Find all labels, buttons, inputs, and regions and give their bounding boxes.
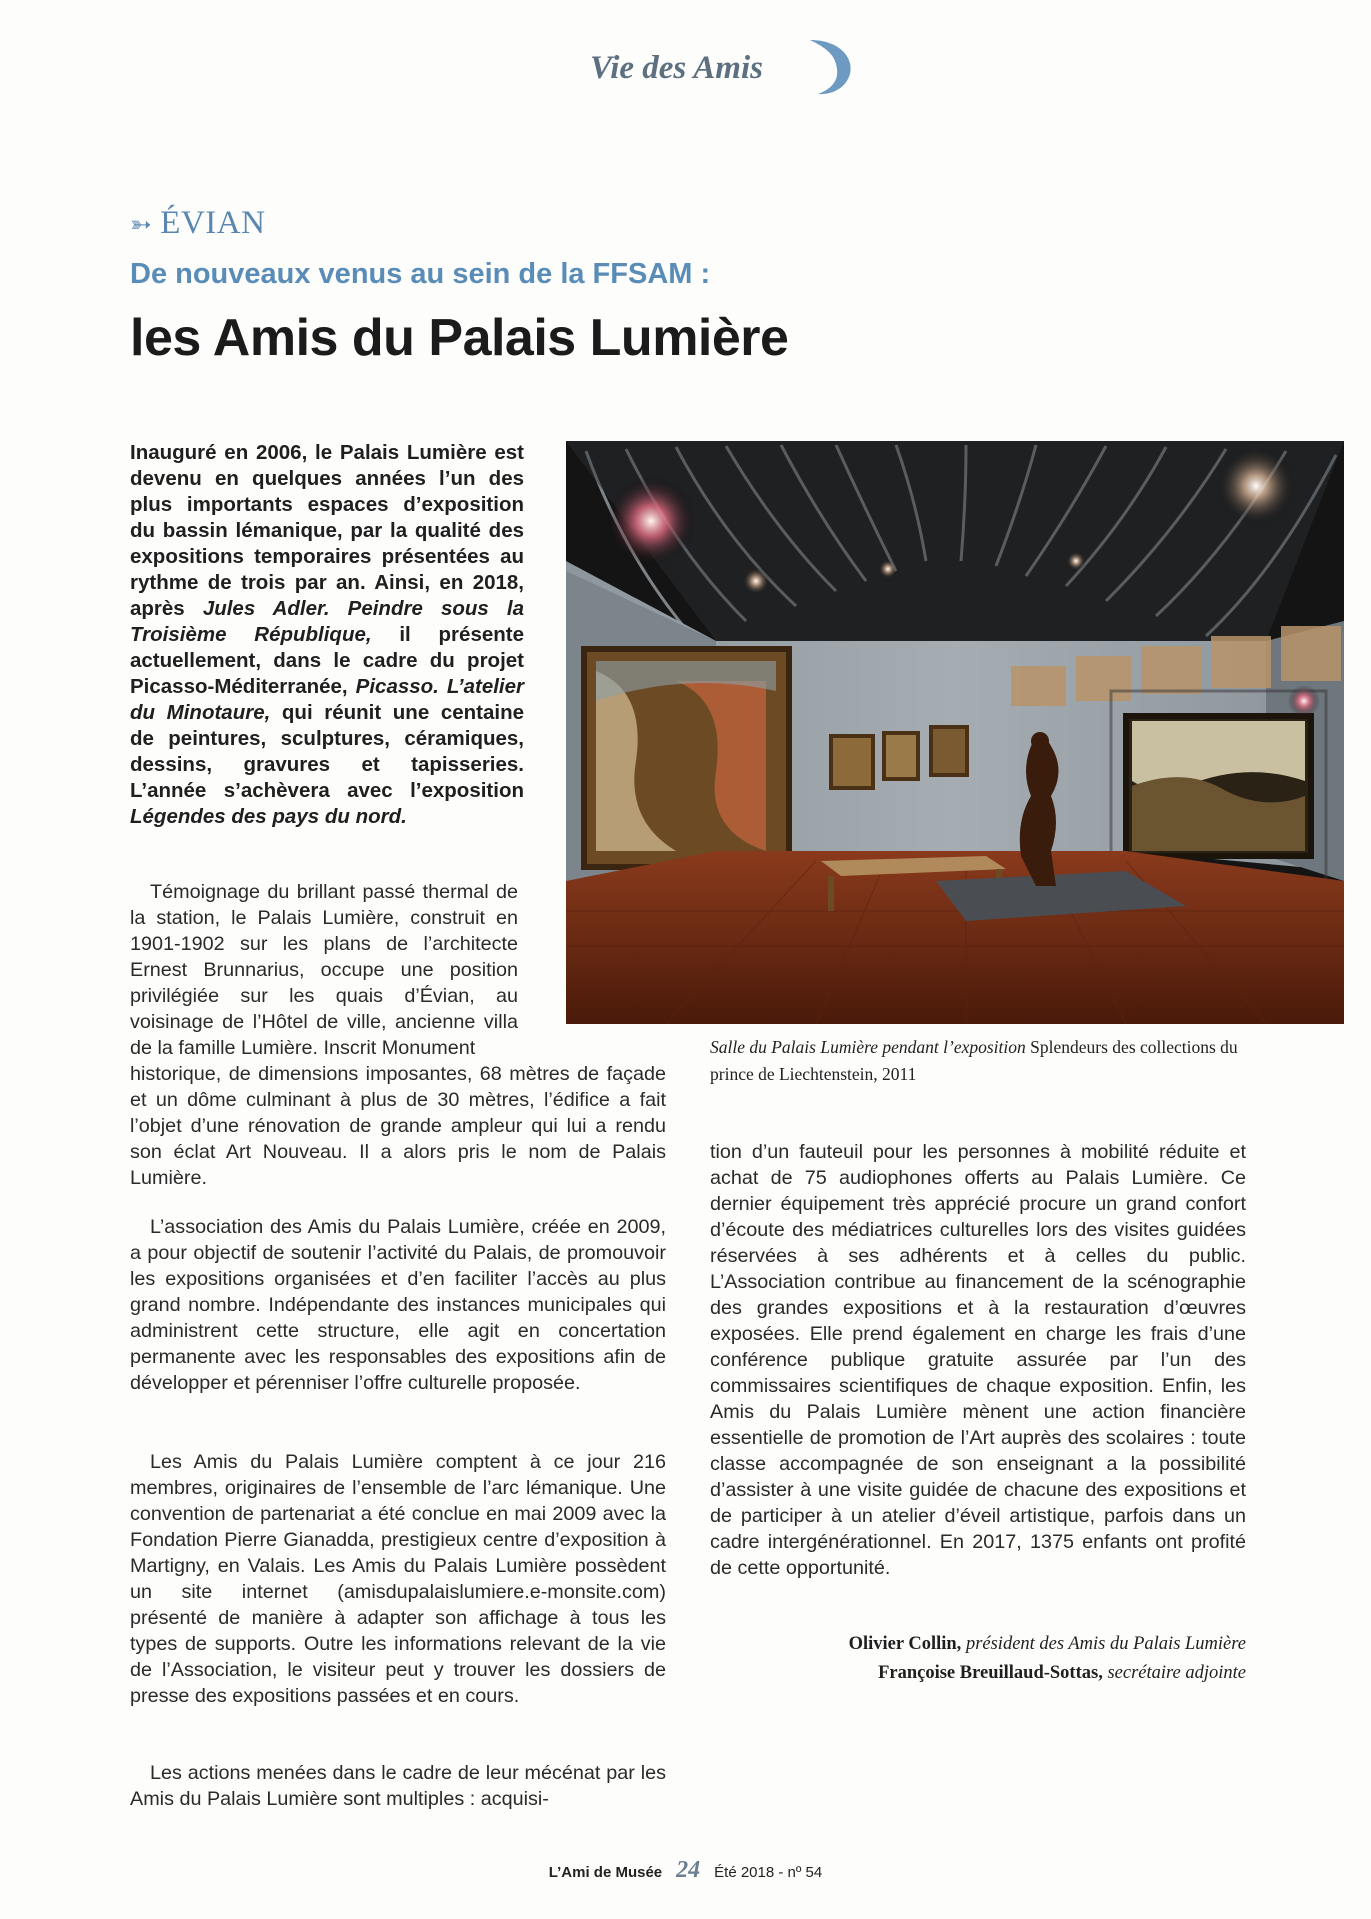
body-paragraph-1-cont: historique, de dimensions imposantes, 68 mètres de façade et un dôme culminant à plus de 30 mètres, l’édifice a fait l’objet d’une rénovation de grande ampleur qui lui a rendu son éclat Art Nouveau. Il a alors pris le nom de Palais Lumière. bbox=[130, 1063, 666, 1189]
section-title: Vie des Amis bbox=[590, 50, 763, 86]
body-paragraph-2: L’association des Amis du Palais Lumière, créée en 2009, a pour objectif de soutenir l’activité du Palais, de promouvoir les expositions organisées et d’en faciliter l’accès au plus grand nombre. Indépendante des instances municipales qui administrent cette structure, elle agit en concertation permanente avec les responsables des expositions afin de développer et pérenniser l’offre culturelle proposée. bbox=[130, 1216, 666, 1394]
museum-hall-photo bbox=[566, 441, 1344, 1024]
photo-caption: Salle du Palais Lumière pendant l’exposition Splendeurs des collections du prince de Liechtenstein, 2011 bbox=[710, 1037, 1238, 1084]
publication-name: L’Ami de Musée bbox=[548, 1864, 663, 1881]
body-paragraph-4: Les actions menées dans le cadre de leur mécénat par les Amis du Palais Lumière sont multiples : acquisi- bbox=[130, 1762, 666, 1810]
signature-1: Olivier Collin, président des Amis du Palais Lumière bbox=[848, 1634, 1246, 1654]
article-title: les Amis du Palais Lumière bbox=[130, 309, 789, 367]
kicker-text: ÉVIAN bbox=[160, 205, 266, 241]
article-kicker bbox=[130, 205, 265, 242]
article-subtitle: De nouveaux venus au sein de la FFSAM : bbox=[130, 258, 711, 290]
intro-paragraph: Inauguré en 2006, le Palais Lumière est devenu en quelques années l’un des plus importants espaces d’exposition du bassin lémanique, par la qualité des expositions temporaires présentées au rythme de trois par an. Ainsi, en 2018, après Jules Adler. Peindre sous la Troisième République, il présente actuellement, dans le cadre du projet Picasso-Méditerranée, Picasso. L’atelier du Minotaure, qui réunit une centaine de peintures, sculptures, céramiques, dessins, gravures et tapisseries. L’année s’achèvera avec l’exposition Légendes des pays du nord. bbox=[130, 441, 524, 828]
body-paragraph-5: tion d’un fauteuil pour les personnes à mobilité réduite et achat de 75 audiophones offerts au Palais Lumière. Ce dernier équipement très apprécié procure un grand confort d’écoute des médiatrices culturelles lors des visites guidées réservées à ses adhérents et à celles du public. L’Association contribue au financement de la scénographie des grandes expositions et à la restauration d’œuvres exposées. Elle prend également en charge les frais d’une conférence publique gratuite assurée par l’un des commissaires scientifiques de chaque exposition. Enfin, les Amis du Palais Lumière mènent une action financière essentielle de promotion de l’Art auprès des scolaires : toute classe accompagnée de son enseignant a la possibilité d’assister à une visite guidée de chacune des expositions et de participer à un atelier d’éveil artistique, parfois dans un cadre intergénérationnel. En 2017, 1375 enfants ont profité de cette opportunité. bbox=[710, 1141, 1246, 1579]
page-footer bbox=[0, 1857, 1371, 1884]
crescent-icon bbox=[806, 38, 854, 96]
signatures bbox=[710, 1630, 1246, 1688]
issue-label: Été 2018 - nº 54 bbox=[714, 1864, 823, 1881]
body-paragraph-1: Témoignage du brillant passé thermal de la station, le Palais Lumière, construit en 1901-1902 sur les plans de l’architecte Ernest Brunnarius, occupe une position privilégiée sur les quais d’Évian, au voisinage de l’Hôtel de ville, ancienne villa de la famille Lumière. Inscrit Monument bbox=[130, 881, 518, 1059]
double-arrow-icon: ➳ bbox=[130, 210, 153, 239]
body-paragraph-3: Les Amis du Palais Lumière comptent à ce jour 216 membres, originaires de l’ensemble de l’arc lémanique. Une convention de partenariat a été conclue en mai 2009 avec la Fondation Pierre Gianadda, prestigieux centre d’exposition à Martigny, en Valais. Les Amis du Palais Lumière possèdent un site internet (amisdupalaislumiere.e-monsite.com) présenté de manière à adapter son affichage à tous les types de supports. Outre les informations relevant de la vie de l’Association, le visiteur peut y trouver les dossiers de presse des expositions passées et en cours. bbox=[130, 1451, 666, 1707]
page-number: 24 bbox=[676, 1857, 701, 1883]
signature-2: Françoise Breuillaud-Sottas, secrétaire adjointe bbox=[878, 1663, 1246, 1683]
